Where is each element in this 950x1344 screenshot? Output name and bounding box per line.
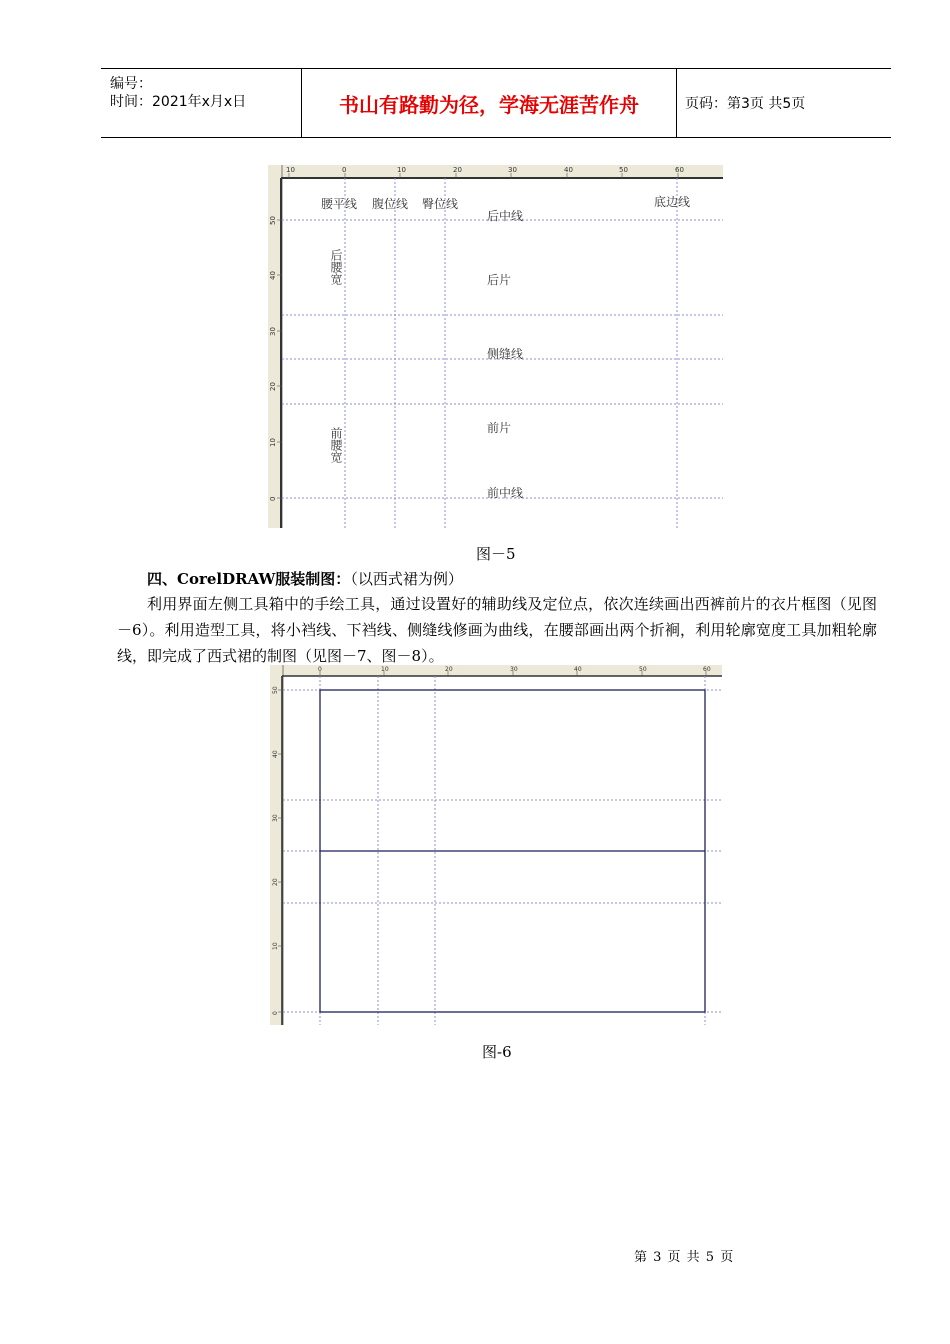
figure-6-canvas <box>270 665 722 1025</box>
ruler-tick-label: 60 <box>675 166 684 174</box>
left-tick-label: 40 <box>269 271 277 280</box>
left-ruler <box>270 665 283 1025</box>
front-waist-label: 前腰宽 <box>329 427 343 463</box>
top-ruler <box>270 665 722 676</box>
section-heading-note: （以西式裙为例） <box>350 570 463 588</box>
left-tick-label: 50 <box>272 686 279 694</box>
header-page-info: 页码：第3页 共5页 <box>685 96 806 112</box>
ruler-tick-label: 40 <box>574 666 582 673</box>
section-paragraph <box>117 591 877 669</box>
header-motto: 书山有路勤为径，学海无涯苦作舟 <box>302 69 677 137</box>
ruler-tick-label: 50 <box>619 166 628 174</box>
number-label: 编号： <box>110 76 152 92</box>
ruler-tick-label: 0 <box>318 666 322 673</box>
waist-line-label: 腰平线 <box>321 197 358 211</box>
document-header <box>101 68 891 138</box>
page-footer: 第 3 页 共 5 页 <box>634 1250 735 1265</box>
ruler-tick-label: 20 <box>445 666 453 673</box>
left-tick-label: 50 <box>269 216 277 225</box>
left-tick-label: 0 <box>269 496 277 501</box>
back-center-label: 后中线 <box>487 209 524 223</box>
ruler-tick-label: 30 <box>508 166 517 174</box>
front-center-label: 前中线 <box>487 486 524 500</box>
ruler-tick-label: 30 <box>510 666 518 673</box>
header-meta-cell <box>101 69 302 137</box>
figure-6-caption: 图-6 <box>482 1043 512 1061</box>
ruler-tick-label: 20 <box>453 166 462 174</box>
ruler-tick-label: 10 <box>397 166 406 174</box>
time-label: 时间：2021年x月x日 <box>110 94 247 110</box>
ruler-tick-label: 0 <box>342 166 347 174</box>
left-tick-label: 40 <box>272 750 279 758</box>
section-heading: 四、CorelDRAW服装制图： <box>147 570 351 588</box>
left-tick-label: 30 <box>272 814 279 822</box>
ruler-tick-label: 40 <box>564 166 573 174</box>
left-tick-label: 20 <box>269 382 277 391</box>
left-tick-label: 10 <box>272 942 279 950</box>
section-paragraph-text: 利用界面左侧工具箱中的手绘工具，通过设置好的辅助线及定位点，依次连续画出西裤前片的衣片框图（见图－6）。利用造型工具，将小裆线、下裆线、侧缝线修画为曲线，在腰部画出两个折裥，利用轮廓宽度工具加粗轮廓线，即完成了西式裙的制图（见图－7、图－8）。 <box>117 595 877 665</box>
left-tick-label: 20 <box>272 878 279 886</box>
section-heading-line <box>117 566 877 592</box>
ruler-tick-label: 50 <box>639 666 647 673</box>
top-ruler <box>268 165 723 178</box>
front-piece-label: 前片 <box>487 421 512 435</box>
left-tick-label: 0 <box>272 1011 279 1015</box>
abdomen-line-label: 腹位线 <box>372 197 409 211</box>
side-seam-label: 侧缝线 <box>487 347 524 361</box>
figure-5-caption: 图－5 <box>476 545 516 563</box>
ruler-tick-label: 10 <box>286 166 295 174</box>
ruler-tick-label: 10 <box>381 666 389 673</box>
left-tick-label: 10 <box>269 438 277 447</box>
ruler-tick-label: 60 <box>703 666 711 673</box>
figure-5 <box>268 165 723 528</box>
left-tick-label: 30 <box>269 327 277 336</box>
hip-line-label: 臀位线 <box>422 197 459 211</box>
figure-5-canvas <box>268 165 723 528</box>
figure-6 <box>270 665 722 1025</box>
back-waist-label: 后腰宽 <box>329 249 343 285</box>
hem-line-label: 底边线 <box>654 195 691 209</box>
back-piece-label: 后片 <box>487 273 512 287</box>
